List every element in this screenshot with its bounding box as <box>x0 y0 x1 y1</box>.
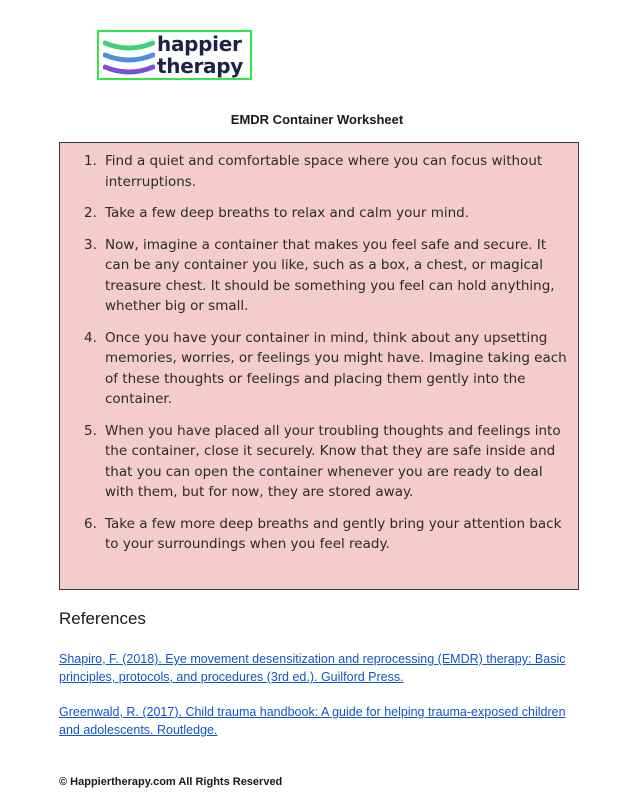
step-number: 1. <box>84 153 97 169</box>
logo-wave-icon <box>103 37 155 75</box>
copyright-footer: © Happiertherapy.com All Rights Reserved <box>59 776 283 788</box>
reference-link-shapiro[interactable]: Shapiro, F. (2018). Eye movement desensitization and reprocessing (EMDR) therapy: Basic principles, protocols, and procedures (3rd ed.). Guilford Press. <box>59 652 566 684</box>
step-item <box>60 203 568 224</box>
step-number: 2. <box>84 205 97 221</box>
step-number: 4. <box>84 329 97 346</box>
logo-line-2: therapy <box>157 54 243 78</box>
reference-link-greenwald[interactable]: Greenwald, R. (2017). Child trauma handbook: A guide for helping trauma-exposed children and adolescents. Routledge. <box>59 705 566 737</box>
step-text: Find a quiet and comfortable space where you can focus without interruptions. <box>105 153 543 190</box>
step-item <box>60 514 568 555</box>
step-item <box>60 328 568 410</box>
step-text: Take a few more deep breaths and gently bring your attention back to your surroundings when you feel ready. <box>105 515 562 552</box>
step-text: Take a few deep breaths to relax and calm your mind. <box>105 205 470 221</box>
logo-line-1: happier <box>157 32 242 56</box>
logo-wordmark <box>157 33 243 77</box>
step-number: 6. <box>84 515 97 532</box>
references-heading: References <box>59 609 146 628</box>
page-title: EMDR Container Worksheet <box>230 112 404 127</box>
step-item <box>60 235 568 317</box>
step-number: 5. <box>84 422 97 439</box>
step-text: When you have placed all your troubling thoughts and feelings into the container, close it securely. Know that they are safe inside and that you can open the container whenever you are ready to deal with them, but for now, they are stored away. <box>105 422 561 500</box>
step-item <box>60 151 568 192</box>
step-text: Once you have your container in mind, think about any upsetting memories, worries, or feelings you might have. Imagine taking each of these thoughts or feelings and placing them gently into the container. <box>105 329 567 407</box>
instructions-panel <box>59 142 579 590</box>
step-text: Now, imagine a container that makes you feel safe and secure. It can be any container you like, such as a box, a chest, or magical treasure chest. It should be something you feel can hold anything, whether big or small. <box>105 236 555 314</box>
step-number: 3. <box>84 236 97 253</box>
brand-logo <box>97 30 252 80</box>
steps-list <box>60 143 578 555</box>
step-item <box>60 421 568 503</box>
